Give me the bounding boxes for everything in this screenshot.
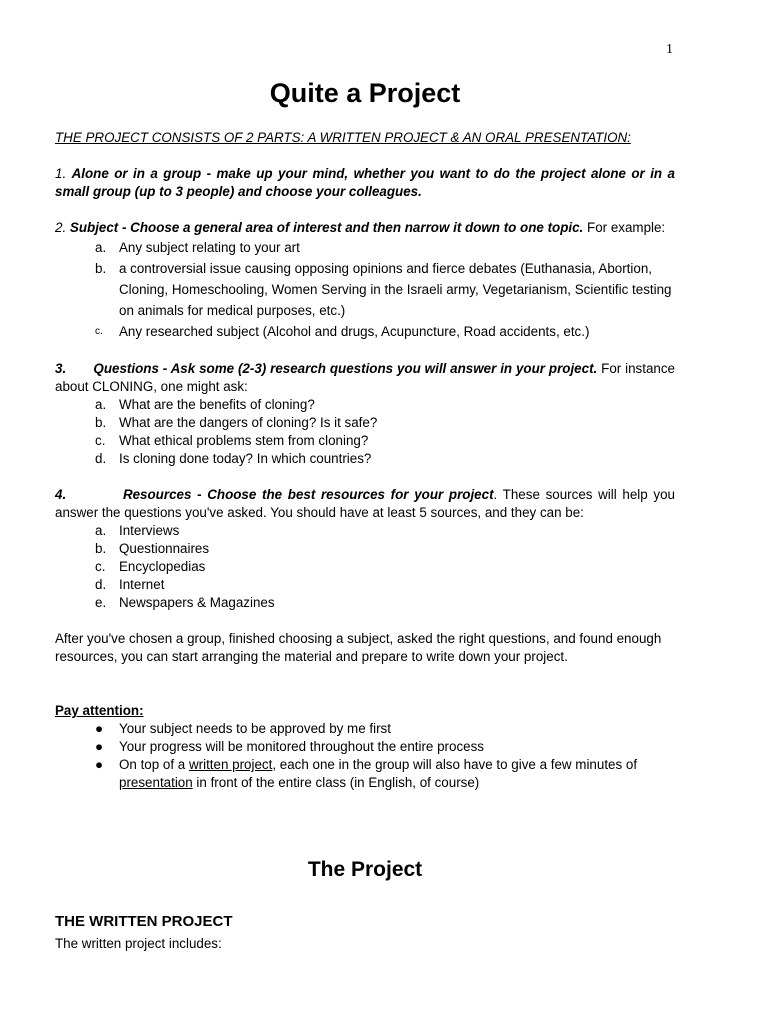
list-item — [55, 432, 675, 450]
list-item — [55, 720, 675, 738]
step-2-number: 2. — [55, 220, 67, 235]
section-title: The Project — [307, 858, 423, 881]
list-item — [55, 558, 675, 576]
step-2-tail: For example: — [583, 220, 666, 235]
bullet-icon: ● — [95, 721, 104, 736]
list-marker: d. — [95, 451, 107, 466]
step-4-tail: . These sources will help you answer the questions you've asked. You should have at least 5 sources, and they can be: — [55, 487, 675, 520]
step-2-lead: Subject - Choose a general area of interest and then narrow it down to one topic. — [69, 220, 584, 235]
list-marker: a. — [95, 397, 107, 412]
step-2 — [55, 219, 675, 237]
list-item-text: Any subject relating to your art — [119, 240, 300, 255]
step-3-tail: For instance about CLONING, one might ask: — [55, 361, 676, 394]
written-project-term: written project — [188, 757, 273, 772]
list-item-text: Interviews — [119, 523, 180, 538]
list-item-text: in front of the entire class (in English, of course) — [192, 775, 480, 790]
page-title: Quite a Project — [269, 78, 461, 108]
list-item — [55, 540, 675, 558]
list-item — [55, 522, 675, 540]
list-item-text: What ethical problems stem from cloning? — [119, 433, 369, 448]
list-marker: a. — [95, 523, 107, 538]
list-marker: e. — [95, 595, 107, 610]
step-4-number: 4. — [55, 487, 67, 502]
list-item-text: What are the dangers of cloning? Is it safe? — [119, 415, 378, 430]
list-marker: c. — [95, 326, 103, 337]
list-item-text: Any researched subject (Alcohol and drugs, Acupuncture, Road accidents, etc.) — [119, 324, 590, 339]
step-3-number: 3. — [55, 361, 67, 376]
list-item-text: On top of a — [119, 757, 189, 772]
list-item — [55, 237, 675, 258]
list-marker: d. — [95, 577, 107, 592]
list-marker: b. — [95, 261, 107, 276]
resources-list — [55, 522, 675, 612]
list-item — [55, 450, 675, 468]
list-item-text: Your progress will be monitored throughout the entire process — [119, 739, 484, 754]
step-4 — [55, 486, 675, 522]
list-item-text: Newspapers & Magazines — [119, 595, 275, 610]
list-item — [55, 414, 675, 432]
list-marker: b. — [95, 541, 107, 556]
intro-line: THE PROJECT CONSISTS OF 2 PARTS: A WRITTEN PROJECT & AN ORAL PRESENTATION: — [55, 130, 631, 145]
presentation-term: presentation — [119, 775, 193, 790]
list-item-text: Is cloning done today? In which countries? — [119, 451, 372, 466]
list-item-text: Encyclopedias — [119, 559, 206, 574]
step-3 — [55, 360, 675, 396]
subject-list — [55, 237, 675, 342]
list-item — [55, 756, 675, 792]
written-project-heading: THE WRITTEN PROJECT — [55, 913, 233, 930]
list-item — [55, 258, 675, 321]
list-item — [55, 738, 675, 756]
document-body — [55, 129, 675, 792]
after-paragraph: After you've chosen a group, finished choosing a subject, asked the right questions, and found enough resources, you can start arranging the material and prepare to write down your project. — [55, 631, 662, 664]
list-item — [55, 396, 675, 414]
list-item — [55, 576, 675, 594]
step-1-number: 1. — [55, 166, 67, 181]
list-item — [55, 594, 675, 612]
bullet-icon: ● — [95, 757, 104, 772]
list-item-text: Questionnaires — [119, 541, 210, 556]
list-marker: a. — [95, 240, 107, 255]
bullet-icon: ● — [95, 739, 104, 754]
list-item-text: What are the benefits of cloning? — [119, 397, 315, 412]
list-marker: c. — [95, 433, 106, 448]
page-number: 1 — [666, 42, 673, 57]
questions-list — [55, 396, 675, 468]
list-item — [55, 321, 675, 342]
list-marker: c. — [95, 559, 106, 574]
step-3-lead: Questions - Ask some (2-3) research questions you will answer in your project. — [93, 361, 598, 376]
attention-list — [55, 720, 675, 792]
step-4-lead: Resources - Choose the best resources for your project — [122, 487, 494, 502]
written-project-text: The written project includes: — [55, 936, 222, 951]
step-1 — [55, 165, 675, 201]
list-item-text: Your subject needs to be approved by me first — [119, 721, 391, 736]
list-item-text: a controversial issue causing opposing opinions and fierce debates (Euthanasia, Abortion, Cloning, Homeschooling, Women Serving in the Israeli army, Vegetarianism, Scientific testing on animals for medical purposes, etc.) — [119, 261, 672, 318]
list-marker: b. — [95, 415, 107, 430]
list-item-text: , each one in the group will also have to give a few minutes of — [272, 757, 638, 772]
step-1-text: Alone or in a group - make up your mind, whether you want to do the project alone or in a small group (up to 3 people) and choose your colleagues. — [55, 166, 675, 199]
list-item-text: Internet — [119, 577, 165, 592]
attention-heading: Pay attention: — [55, 703, 144, 718]
